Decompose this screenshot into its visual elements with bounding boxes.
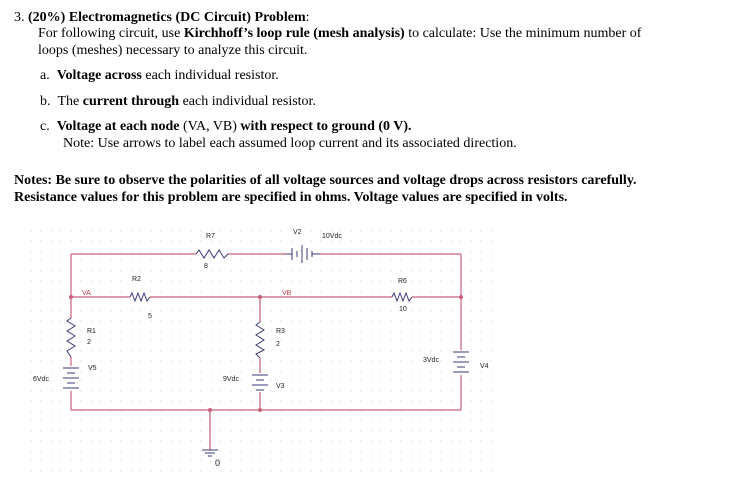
intro-text-a: For following circuit, use	[38, 26, 184, 41]
r3-label: R3	[276, 328, 285, 335]
v5-label: V5	[88, 365, 97, 372]
r6-label: R6	[398, 278, 407, 285]
problem-title: (20%) Electromagnetics (DC Circuit) Problem	[28, 10, 306, 25]
part-c-marker: c.	[40, 119, 50, 134]
part-b-marker: b.	[40, 94, 51, 109]
junction-va	[69, 295, 73, 299]
notes-line-2: Resistance values for this problem are specified in ohms. Voltage values are specified in volts.	[14, 190, 568, 205]
junction-right	[459, 295, 463, 299]
part-c-bold2: with respect to ground (0 V).	[240, 119, 412, 134]
part-a-bold: Voltage across	[56, 68, 142, 83]
r1-value: 2	[87, 339, 91, 346]
v5-value: 6Vdc	[33, 376, 49, 383]
node-va-label: VA	[82, 290, 91, 297]
problem-number: 3.	[14, 10, 25, 25]
v4-value: 3Vdc	[423, 357, 439, 364]
junction-vb	[258, 295, 262, 299]
v4-label: V4	[480, 363, 489, 370]
r7-value: 8	[204, 263, 208, 270]
node-vb-label: VB	[282, 290, 292, 297]
r1-label: R1	[87, 328, 96, 335]
part-c-bold: Voltage at each node	[56, 119, 180, 134]
v2-value: 10Vdc	[322, 233, 342, 240]
part-c-mid: (VA, VB)	[179, 119, 241, 134]
junction-bottom	[258, 408, 262, 412]
part-c-note: Note: Use arrows to label each assumed loop current and its associated direction.	[63, 136, 517, 151]
r2-label: R2	[132, 276, 141, 283]
ground-label: 0	[215, 458, 221, 468]
v3-value: 9Vdc	[223, 376, 239, 383]
part-b-bold: current through	[82, 94, 180, 109]
r2-value: 5	[148, 313, 152, 320]
intro-text-bold: Kirchhoff’s loop rule (mesh analysis)	[183, 26, 405, 41]
problem-intro-line-2: loops (meshes) necessary to analyze this circuit.	[38, 43, 308, 58]
notes-line-1: Notes: Be sure to observe the polarities of all voltage sources and voltage drops across resistors carefully.	[14, 173, 637, 188]
problem-title-colon: :	[305, 10, 310, 25]
junction-ground	[208, 408, 212, 412]
intro-text-c: to calculate: Use the minimum number of	[404, 26, 642, 41]
r6-value: 10	[399, 306, 407, 313]
part-a-rest: each individual resistor.	[141, 68, 279, 83]
part-a-marker: a.	[40, 68, 50, 83]
v3-label: V3	[276, 383, 285, 390]
part-b-rest: each individual resistor.	[179, 94, 316, 109]
r7-label: R7	[206, 233, 215, 240]
v2-label: V2	[293, 229, 302, 236]
part-b-pre: The	[57, 94, 83, 109]
r3-value: 2	[276, 341, 280, 348]
